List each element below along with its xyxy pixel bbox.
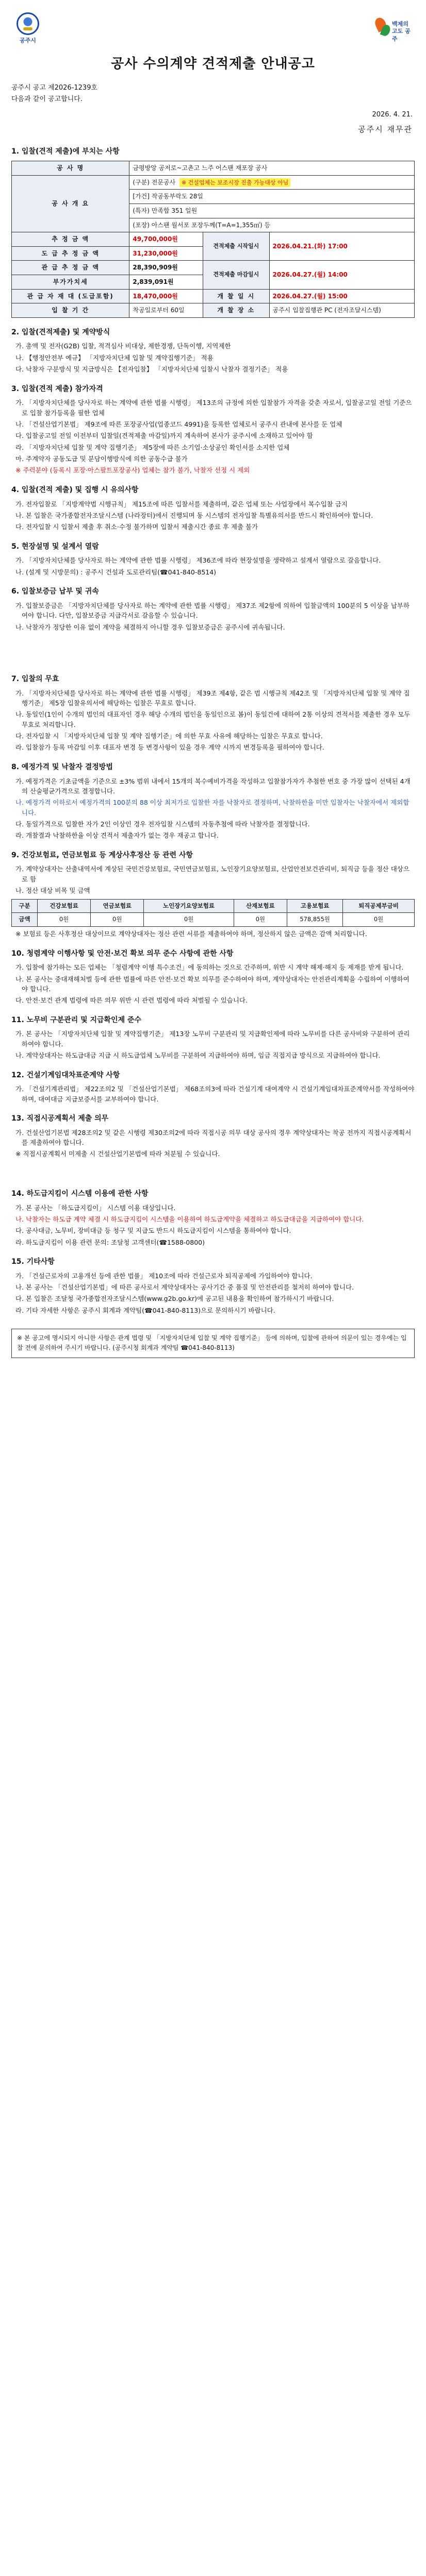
list-item: 가. 입찰보증금은 「지방자치단체를 당사자로 하는 계약에 관한 법률 시행령」 제37조 제2항에 의하여 입찰금액의 100분의 5 이상을 납부하여야 합니다. 다만, 입찰보증금 지급각서로 갈음할 수 있습니다.: [15, 601, 410, 620]
value-bid-end: 2026.04.27.(월) 14:00: [269, 261, 415, 289]
table-header-cell: 퇴직공제부금비: [343, 899, 415, 913]
table-header-cell: 연금보험료: [91, 899, 144, 913]
list-item: 가. 본 공사는 「하도급지킴이」 시스템 이용 대상입니다.: [15, 1204, 176, 1212]
section-insurance: [11, 850, 415, 939]
list-item: 나. 「건설산업기본법」 제9조에 따른 포장공사업(업종코드 4991)을 등록한 업체로서 공주시 관내에 본사를 둔 업체: [15, 420, 342, 428]
value-project: 금평방앙 공저로~고촌고 느주 어스팬 재포장 공사: [129, 161, 415, 176]
section-direct-construction: [11, 1113, 415, 1159]
list-item: 라. 하도급지킴이 이용 관련 문의: 조달청 고객센터(☎1588-0800): [15, 1238, 205, 1246]
table-header-cell: 노인장기요양보험료: [144, 899, 234, 913]
table-header-cell: 건강보험료: [37, 899, 90, 913]
section-heading: 11. 노무비 구분관리 및 지급확인제 준수: [11, 1015, 142, 1024]
section-heading: 12. 건설기계임대차표준계약 사항: [11, 1071, 120, 1079]
notice-meta: [11, 82, 415, 105]
value-overview-4: (포장) 아스팬 월서포 포장두께(T=A=1,355㎡) 등: [129, 218, 415, 232]
table-row: [12, 913, 415, 927]
list-item: 라. 「지방자치단체 입찰 및 계약 집행기준」 제5장에 따른 소기업·소상공인 확인서를 소지한 업체: [15, 443, 290, 451]
list-item: 나. 예정가격 이하로서 예정가격의 100분의 88 이상 최저가로 입찰한 자를 낙찰자로 결정하며, 낙찰하한율 미만 입찰자는 낙찰자에서 제외합니다.: [15, 799, 409, 817]
table-cell: 0원: [343, 913, 415, 927]
section-heading: 1. 입찰(견적 제출)에 부치는 사항: [11, 147, 120, 156]
insurance-table: [11, 899, 415, 927]
value-open: 2026.04.27.(월) 15:00: [269, 289, 415, 303]
list-item: 나. 본 공사는 중대재해처벌 등에 관한 법률에 따른 안전·보건 확보 의무를 준수하여야 하며, 계약상대자는 안전관리계획을 수립하여 이행하여야 합니다.: [15, 975, 409, 993]
overview-warning-tag: ※ 건설업체는 보조시장 진출 가능대상 아님: [179, 178, 290, 187]
value-overview-2: [가건] 작공동부락도 28일: [129, 190, 415, 204]
table-cell: 0원: [234, 913, 287, 927]
label-open-place: 개 찰 장 소: [203, 303, 269, 318]
section-heading: 2. 입찰(견적제출) 및 계약방식: [11, 328, 110, 336]
list-item: 가. 총액 및 전자(G2B) 입찰, 적격심사 비대상, 제한경쟁, 단독이행, 지역제한: [15, 342, 231, 350]
value-estimate: 49,700,000원: [129, 232, 203, 247]
issuing-organization: 공주시 재무관: [358, 125, 413, 134]
spacer: [11, 634, 415, 665]
list-item: 가. 「지방자치단체를 당사자로 하는 계약에 관한 법률 시행령」 제13조의 규정에 의한 입찰참가 자격을 갖춘 자로서, 입찰공고일 전일 기준으로 입찰 참가등록을 필한 업체: [15, 399, 412, 417]
section-site-briefing: [11, 541, 415, 577]
table-header-row: [12, 899, 415, 913]
value-vat: 2,839,091원: [129, 275, 203, 289]
label-overview: 공 사 개 요: [12, 175, 129, 232]
section-heading: 10. 청렴계약 이행사항 및 안전·보건 확보 의무 준수 사항에 관한 사항: [11, 949, 234, 958]
section-integrity: [11, 948, 415, 1006]
value-base-amount: 18,470,000원: [129, 289, 203, 303]
section-heading: 8. 예정가격 및 낙찰자 결정방법: [11, 762, 113, 771]
list-item: 가. 입찰에 참가하는 모든 업체는 「청렴계약 이행 특수조건」에 동의하는 것으로 간주하며, 위반 시 계약 해제·해지 등 제재를 받게 됩니다.: [15, 963, 404, 972]
section-subcontract-guard: [11, 1189, 415, 1247]
list-item: 라. 입찰참가 등록 마감일 이후 대표자 변경 등 변경사항이 있을 경우 계약 시까지 변경등록을 필하여야 합니다.: [15, 743, 324, 752]
section-heading: 7. 입찰의 무효: [11, 674, 59, 683]
value-open-place: 공주시 입찰집행관 PC (전자조달시스템): [269, 303, 415, 318]
section-bid-items: [11, 146, 415, 317]
section-etc: [11, 1257, 415, 1315]
city-seal-icon: [17, 12, 39, 35]
table-header-cell: 산재보험료: [234, 899, 287, 913]
section-contract-method: [11, 327, 415, 375]
section-bid-deposit: [11, 586, 415, 632]
list-item: 나. 낙찰자는 하도급 계약 체결 시 하도급지킴이 시스템을 이용하여 하도급계약을 체결하고 하도급대금을 지급하여야 합니다.: [15, 1215, 364, 1223]
table-cell: 0원: [144, 913, 234, 927]
section-heading: 3. 입찰(견적 제출) 참가자격: [11, 384, 103, 393]
list-item: 나. 계약상대자는 하도급대금 지급 시 하도급업체 노무비를 구분하여 지급하여야 하며, 임금 직접지급 방식으로 지급하여야 합니다.: [15, 1052, 381, 1060]
city-logo-caption: 공주시: [20, 37, 36, 44]
label-open: 개 찰 일 시: [203, 289, 269, 303]
list-item: 가. 건설산업기본법 제28조의2 및 같은 시행령 제30조의2에 따라 직접시공 의무 대상 공사의 경우 계약상대자는 착공 전까지 직접시공계획서를 제출하여야 합니다.: [15, 1128, 412, 1147]
bid-info-table: [11, 161, 415, 318]
table-header-cell: 고용보험료: [287, 899, 342, 913]
table-cell: 0원: [91, 913, 144, 927]
page-title: 공사 수의계약 견적제출 안내공고: [111, 56, 315, 72]
list-item: 나. 본 입찰은 국가종합전자조달시스템 (나라장터)에서 진행되며 동 시스템의 전자입찰 특별유의서를 반드시 확인하여야 합니다.: [15, 511, 373, 519]
list-item: 나. (설계 및 시방문의) : 공주시 건설과 도로관리팀(☎041-840-8514): [15, 568, 217, 576]
list-item: 라. 개찰결과 낙찰하한율 이상 견적서 제출자가 없는 경우 재공고 합니다.: [15, 832, 219, 840]
table-header-cell: 구분: [12, 899, 38, 913]
city-logo: [11, 12, 44, 45]
table-cell: 0원: [37, 913, 90, 927]
label-gov-cost: 도 급 추 정 금 액: [12, 246, 129, 261]
header-bar: [11, 12, 415, 49]
value-sub-cost: 28,390,909원: [129, 261, 203, 275]
section-heading: 9. 건강보험료, 연금보험료 등 계상사후정산 등 관련 사항: [11, 851, 193, 859]
slogan-line-2: 고도 공주: [392, 28, 411, 42]
section-heading: 15. 기타사항: [11, 1258, 55, 1266]
list-item: 다. 동일가격으로 입찰한 자가 2인 이상인 경우 전자입찰 시스템의 자동추첨에 따라 낙찰자를 결정합니다.: [15, 820, 310, 828]
list-item: 나. 본 공사는 「건설산업기본법」에 따른 공사로서 계약상대자는 공사기간 중 품질 및 안전관리를 철저히 하여야 합니다.: [15, 1283, 354, 1292]
section-bid-invalid: [11, 674, 415, 753]
list-item: 나. 낙찰자가 정당한 이유 없이 계약을 체결하지 아니할 경우 입찰보증금은 공주시에 귀속됩니다.: [15, 623, 285, 631]
list-item: 가. 본 공사는 「지방자치단체 입찰 및 계약집행기준」 제13장 노무비 구분관리 및 지급확인제에 따라 노무비를 다른 공사비와 구분하여 관리하여야 합니다.: [15, 1030, 410, 1048]
spacer: [11, 1161, 415, 1179]
label-period: 입 찰 기 간: [12, 303, 129, 318]
overview-type: (구분) 전문공사: [133, 178, 176, 186]
footer-notice-box: ※ 본 공고에 명시되지 아니한 사항은 관계 법령 및 「지방자치단체 입찰 및 계약 집행기준」 등에 의하며, 입찰에 관하여 의문이 있는 경우에는 입찰 전에 문의하여 주시기 바랍니다. (공주시청 회계과 계약팀 ☎041-840-8113): [11, 1329, 415, 1358]
eligibility-warning: ※ 주력분야 (등록시 포장·아스팔트포장공사) 업체는 참가 불가, 낙찰자 선정 시 제외: [15, 466, 250, 474]
label-bid-start: 견적제출 시작일시: [203, 232, 269, 261]
list-item: 가. 「건설기계관리법」 제22조의2 및 「건설산업기본법」 제68조의3에 따라 건설기계 대여계약 시 건설기계임대차표준계약서를 작성하여야 하며, 대여대금 지급보증서를 교부하여야 합니다.: [15, 1085, 415, 1103]
section-eligibility: [11, 384, 415, 476]
label-estimate: 추 정 금 액: [12, 232, 129, 247]
label-project: 공 사 명: [12, 161, 129, 176]
list-item: 다. 낙찰자 구분방식 및 지급방식은 【전자입찰】 「지방자치단체 입찰시 낙찰자 결정기준」 적용: [15, 365, 288, 374]
list-item: 나. 【행정안전부 예규】 「지방자치단체 입찰 및 계약집행기준」 적용: [15, 353, 214, 362]
list-item: 가. 계약상대자는 산출내역서에 계상된 국민건강보험료, 국민연금보험료, 노인장기요양보험료, 산업안전보건관리비, 퇴직금 등을 정산 대상으로 함: [15, 865, 409, 883]
table-cell: 578,855원: [287, 913, 342, 927]
list-item: 마. 주계약자 공동도급 및 분담이행방식에 의한 공동수급 불가: [15, 455, 188, 463]
list-item: ※ 직접시공계획서 미제출 시 건설산업기본법에 따라 처분될 수 있습니다.: [15, 1150, 220, 1158]
notice-number: 공주시 공고 제2026-1239호: [11, 84, 98, 92]
label-vat: 부가가치세: [12, 275, 129, 289]
list-item: 가. 「지방자치단체를 당사자로 하는 계약에 관한 법률 시행령」 제36조에 따라 현장설명을 생략하고 설계서 열람으로 갈음합니다.: [15, 556, 381, 565]
section-equipment-lease: [11, 1070, 415, 1104]
list-item: 가. 예정가격은 기초금액을 기준으로 ±3% 범위 내에서 15개의 복수예비가격을 작성하고 입찰참가자가 추첨한 번호 중 가장 많이 선택된 4개의 산술평균가격으로 결정합니다.: [15, 777, 411, 795]
label-base-amount: 관 급 자 재 대 (도급포함): [12, 289, 129, 303]
section-heading: 13. 직접시공계획서 제출 의무: [11, 1114, 109, 1123]
list-item: 다. 전자입찰 시 입찰서 제출 후 취소·수정 불가하며 입찰서 제출시간 종료 후 제출 불가: [15, 523, 258, 531]
insurance-note: ※ 보험료 등은 사후정산 대상이므로 계약상대자는 정산 관련 서류를 제출하여야 하며, 정산하지 않은 금액은 감액 처리합니다.: [15, 930, 367, 938]
section-heading: 5. 현장설명 및 설계서 열람: [11, 542, 99, 551]
slogan-text: [392, 21, 415, 43]
slogan-line-1: 백제의: [392, 21, 408, 27]
list-item: 나. 정산 대상 비목 및 금액: [15, 887, 90, 895]
notice-date-block: [11, 108, 413, 137]
value-bid-start: 2026.04.21.(화) 17:00: [269, 232, 415, 261]
section-labor-cost: [11, 1015, 415, 1061]
value-overview-3: (특자) 만족합 351 일원: [129, 204, 415, 218]
label-bid-end: 견적제출 마감일시: [203, 261, 269, 289]
table-cell: 금액: [12, 913, 38, 927]
section-price-decision: [11, 762, 415, 841]
list-item: 다. 공사대금, 노무비, 장비대금 등 청구 및 지급도 반드시 하도급지킴이 시스템을 통하여야 합니다.: [15, 1227, 291, 1235]
list-item: 가. 「지방자치단체를 당사자로 하는 계약에 관한 법률 시행령」 제39조 제4항, 같은 법 시행규칙 제42조 및 「지방자치단체 입찰 및 계약 집행기준」 제5장 입찰유의서에 해당하는 입찰은 무효로 합니다.: [15, 689, 410, 707]
list-item: 가. 전자입찰로 「지방계약법 시행규칙」 제15조에 따른 입찰서를 제출하며, 같은 업체 또는 사업장에서 복수입찰 금지: [15, 500, 348, 508]
list-item: 다. 전자입찰 시 「지방자치단체 입찰 및 계약 집행기준」에 의한 무효 사유에 해당하는 입찰은 무효로 합니다.: [15, 732, 323, 740]
list-item: 다. 본 입찰은 조달청 국가종합전자조달시스템(www.g2b.go.kr)에 공고된 내용을 확인하여 참가하시기 바랍니다.: [15, 1295, 334, 1303]
list-item: 나. 동일인(1인이 수개의 법인의 대표자인 경우 해당 수개의 법인을 동일인으로 봄)이 동일건에 대하여 2통 이상의 견적서를 제출한 경우 모두 무효로 처리합니다.: [15, 710, 411, 728]
value-gov-cost: 31,230,000원: [129, 246, 203, 261]
list-item: 가. 「건설근로자의 고용개선 등에 관한 법률」 제10조에 따라 건설근로자 퇴직공제에 가입하여야 합니다.: [15, 1272, 313, 1280]
city-slogan-logo: [373, 15, 415, 44]
notice-intro: 다음과 같이 공고합니다.: [11, 95, 83, 104]
value-overview-1: [129, 175, 415, 190]
section-heading: 4. 입찰(견적 제출) 및 집행 시 유의사항: [11, 485, 139, 494]
notice-date: 2026. 4. 21.: [372, 111, 413, 119]
section-bid-notes: [11, 485, 415, 532]
section-heading: 14. 하도급지킴이 시스템 이용에 관한 사항: [11, 1189, 149, 1198]
list-item: 라. 기타 자세한 사항은 공주시 회계과 계약팀(☎041-840-8113)으로 문의하시기 바랍니다.: [15, 1306, 275, 1314]
label-sub-cost: 관 급 추 정 금 액: [12, 261, 129, 275]
list-item: 다. 안전·보건 관계 법령에 따른 의무 위반 시 관련 법령에 따라 처벌될 수 있습니다.: [15, 996, 248, 1005]
list-item: 다. 입찰공고일 전일 이전부터 입찰일(견적제출 마감일)까지 계속하여 본사가 공주시에 소재하고 있어야 함: [15, 432, 313, 440]
section-heading: 6. 입찰보증금 납부 및 귀속: [11, 587, 99, 596]
value-period: 착공일로부터 60일: [129, 303, 203, 318]
